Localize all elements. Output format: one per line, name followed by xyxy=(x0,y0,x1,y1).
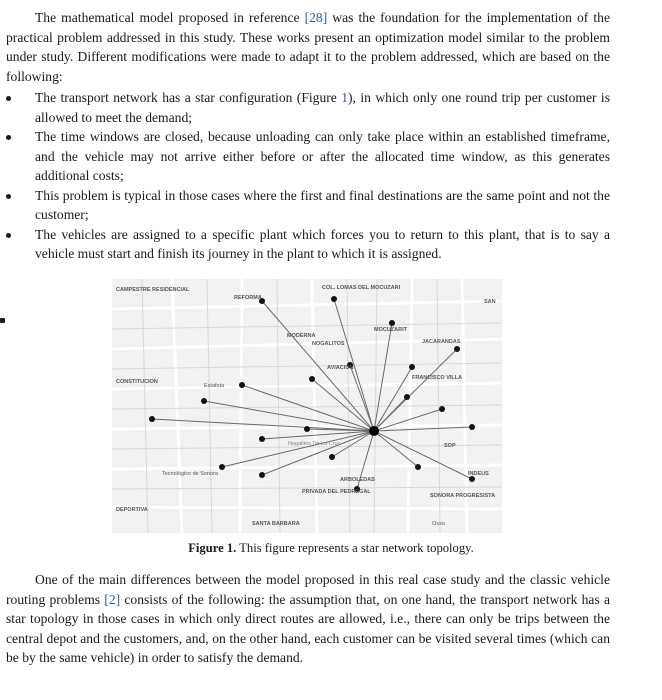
bullet-icon xyxy=(6,194,11,199)
map-label: Nogalitos De La Cruz xyxy=(288,441,341,447)
map-label: NOGALITOS xyxy=(312,341,345,347)
list-item: The vehicles are assigned to a specific plant which forces you to return to this plant, that is to say a vehicle must start and finish its journey in the plant to which it is assigned. xyxy=(6,225,610,264)
map-label: Tecnológico de Sonora xyxy=(162,471,218,477)
star-network-map-figure xyxy=(112,279,502,533)
map-label: JACARANDAS xyxy=(422,339,461,345)
list-item: The transport network has a star configuration (Figure 1), in which only one round trip per customer is allowed to meet the demand; xyxy=(6,88,610,127)
map-label: Oxxo xyxy=(432,521,445,527)
figure-1-link[interactable]: 1 xyxy=(341,90,349,105)
map-label: REFORMA xyxy=(234,295,262,301)
list-item: The time windows are closed, because unloading can only take place within an established timeframe, and the vehicle may not arrive either before or after the allocated time window, as this generates additional costs; xyxy=(6,127,610,186)
bullet-icon xyxy=(6,135,11,140)
map-label: SOP xyxy=(444,443,456,449)
map-label: INDEUS xyxy=(468,471,489,477)
map-label: CONSTITUCION xyxy=(116,379,158,385)
figure-caption-label: Figure 1. xyxy=(188,541,237,555)
map-label: MOCUZARIT xyxy=(374,327,407,333)
closing-paragraph: One of the main differences between the model proposed in this real case study and the classic vehicle routing problems [2] consists of the following: the assumption that, on one hand, the transport network has a star topology in those cases in which only direct routes are allowed, i.e., there can only be trips between the central depot and the customers, and, on the other hand, each customer can be visited several times (which can be by the same vehicle) in order to satisfy the demand. xyxy=(6,572,610,665)
map-label: COL. LOMAS DEL MOCUZARI xyxy=(322,285,401,291)
list-item: This problem is typical in those cases where the first and final destinations are the same point and not the customer; xyxy=(6,186,610,225)
reference-link-28[interactable]: [28] xyxy=(304,10,328,25)
map-label: MODERNA xyxy=(287,333,316,339)
map-label: FRANCISCO VILLA xyxy=(412,375,463,381)
map-label: Estafeta xyxy=(204,383,225,389)
central-depot-node xyxy=(369,426,379,436)
map-label: SANTA BARBARA xyxy=(252,521,300,527)
intro-paragraph: The mathematical model proposed in reference [28] was the foundation for the implementation of the practical problem addressed in this study. These works present an optimization model similar to the problem under study. Different modifications were made to adapt it to the problem addressed, which are based on the following: xyxy=(6,10,610,84)
figure-caption-text: This figure represents a star network topology. xyxy=(236,541,474,555)
map-label: PRIVADA DEL PEDREGAL xyxy=(302,489,371,495)
map-label: SAN xyxy=(484,299,496,305)
margin-mark xyxy=(0,318,5,323)
bullet-icon xyxy=(6,233,11,238)
map-label: AVIACION xyxy=(327,365,354,371)
map-label: DEPORTIVA xyxy=(116,507,148,513)
assumption-list xyxy=(6,88,610,264)
bullet-icon xyxy=(6,96,11,101)
reference-link-2[interactable]: [2] xyxy=(104,591,121,607)
figure-caption xyxy=(0,541,662,556)
map-label: CAMPESTRE RESIDENCIAL xyxy=(116,287,190,293)
map-label: SONORA PROGRESISTA xyxy=(430,493,496,499)
map-svg xyxy=(112,279,502,533)
map-label: ARBOLEDAS xyxy=(340,477,375,483)
